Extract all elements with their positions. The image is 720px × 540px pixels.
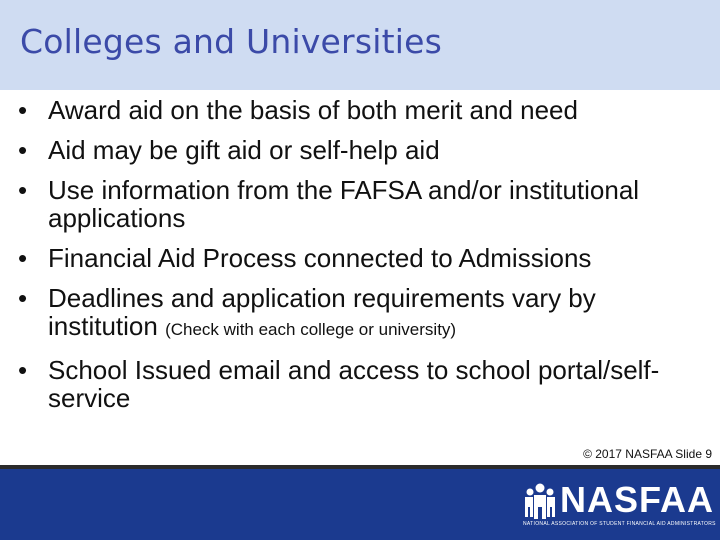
bullet-text: Award aid on the basis of both merit and need <box>48 95 578 125</box>
bullet-dot: • <box>18 283 28 313</box>
bullet-item <box>18 356 708 412</box>
bullet-dot: • <box>18 135 28 165</box>
bullet-item <box>18 284 708 344</box>
bullet-item <box>18 96 708 124</box>
bullet-item <box>18 176 708 232</box>
slide-header <box>0 0 720 90</box>
nasfaa-logo <box>523 479 716 530</box>
bullet-note: (Check with each college or university) <box>165 320 457 339</box>
people-group-icon <box>523 483 557 519</box>
bullet-text: School Issued email and access to school portal/self-service <box>48 355 660 413</box>
logo-wordmark: NASFAA <box>560 479 715 520</box>
bullet-item <box>18 244 708 272</box>
bullet-text: Use information from the FAFSA and/or institutional applications <box>48 175 640 233</box>
bullet-text: Financial Aid Process connected to Admissions <box>48 243 592 273</box>
bullet-text: Aid may be gift aid or self-help aid <box>48 135 440 165</box>
bullet-item <box>18 136 708 164</box>
bullet-dot: • <box>18 355 28 385</box>
bullet-dot: • <box>18 175 28 205</box>
slide-title: Colleges and Universities <box>20 22 442 61</box>
logo-tagline: NATIONAL ASSOCIATION OF STUDENT FINANCIAL AID ADMINISTRATORS <box>523 521 716 527</box>
bullet-list <box>18 96 708 424</box>
slide-number: © 2017 NASFAA Slide 9 <box>583 447 712 461</box>
bullet-dot: • <box>18 243 28 273</box>
bullet-dot: • <box>18 95 28 125</box>
bullet-text: Deadlines and application requirements vary by institution <box>48 283 596 341</box>
